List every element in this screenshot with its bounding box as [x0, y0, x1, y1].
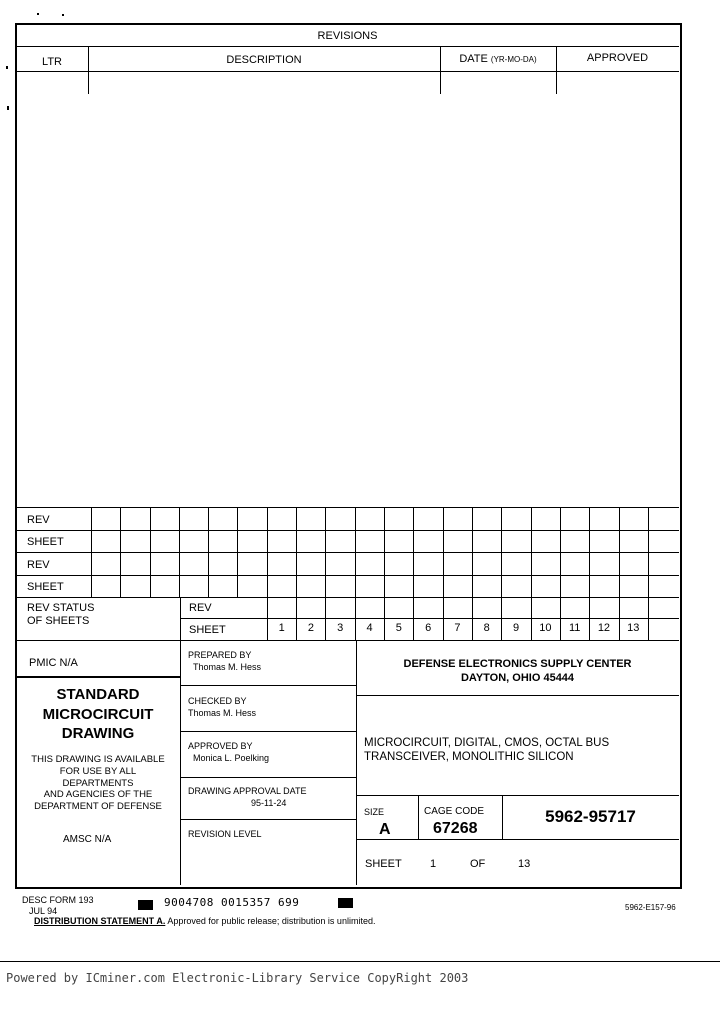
sheet-number: 13: [627, 622, 640, 634]
grid-rule: [384, 508, 385, 598]
col-approved: APPROVED: [586, 52, 649, 64]
sheet-number: 3: [337, 622, 344, 634]
standard-title-2: MICROCIRCUIT: [42, 706, 154, 723]
rule: [180, 618, 679, 619]
grid-rule: [91, 508, 92, 598]
rule: [16, 597, 679, 598]
availability-2: FOR USE BY ALL: [59, 766, 137, 777]
grid-rule: [648, 598, 649, 641]
of-label: OF: [470, 858, 486, 870]
availability-4: AND AGENCIES OF THE: [43, 789, 153, 800]
grid-rule: [267, 508, 268, 598]
availability-1: THIS DRAWING IS AVAILABLE: [31, 754, 165, 765]
approval-date-label: DRAWING APPROVAL DATE: [188, 786, 307, 796]
grid-rule: [296, 508, 297, 598]
grid-rule: [237, 508, 238, 598]
rule: [16, 46, 679, 47]
size-value: A: [379, 821, 391, 838]
drawing-number: 5962-95717: [545, 807, 636, 826]
grid-rule: [179, 508, 180, 598]
rule: [180, 777, 356, 778]
sheet-label: SHEET: [365, 858, 402, 870]
grid-rule: [296, 598, 297, 641]
checked-by-label: CHECKED BY: [188, 696, 247, 706]
grid-rule: [180, 598, 181, 641]
barcode-block-left: [138, 900, 153, 910]
form-date: JUL 94: [29, 906, 58, 916]
barcode-block-right: [338, 898, 353, 908]
sheet-number: 10: [539, 622, 552, 634]
grid-rule: [325, 598, 326, 641]
distribution-statement: [34, 916, 375, 926]
grid-rule: [325, 508, 326, 598]
sheet-number: 8: [483, 622, 490, 634]
rev-status-rev-label: REV: [189, 602, 212, 614]
scan-speck: [7, 106, 9, 110]
grid-rule: [267, 598, 268, 641]
grid-rule: [619, 508, 620, 598]
drawing-title-1: MICROCIRCUIT, DIGITAL, CMOS, OCTAL BUS: [364, 737, 610, 749]
scan-speck: [62, 14, 64, 16]
grid-rule: [355, 598, 356, 641]
grid-rule: [531, 508, 532, 598]
watermark-rule: [0, 961, 720, 962]
revisions-title: REVISIONS: [317, 30, 378, 42]
grid-rule: [501, 508, 502, 598]
grid-rule: [443, 598, 444, 641]
rule: [180, 641, 181, 885]
cage-code-label: CAGE CODE: [424, 806, 485, 817]
revision-level-label: REVISION LEVEL: [188, 829, 262, 839]
grid-rule: [619, 598, 620, 641]
rule: [180, 731, 356, 732]
sheet-number: 9: [512, 622, 520, 634]
rule: [88, 46, 89, 94]
rev-row-1-label: REV: [27, 514, 50, 526]
rule: [180, 685, 356, 686]
size-label: SIZE: [364, 807, 385, 817]
rev-row-2-label: REV: [27, 559, 50, 571]
grid-rule: [589, 598, 590, 641]
rule: [180, 819, 356, 820]
approved-by-name: Monica L. Poelking: [193, 753, 270, 763]
distribution-label: DISTRIBUTION STATEMENT A.: [34, 916, 166, 926]
form-number: DESC FORM 193: [22, 895, 94, 905]
col-description: DESCRIPTION: [226, 54, 302, 66]
barcode-text: 9004708 0015357 699: [164, 896, 300, 909]
grid-rule: [120, 508, 121, 598]
grid-rule: [501, 598, 502, 641]
rule: [16, 552, 679, 553]
document-code: 5962-E157-96: [625, 903, 676, 912]
scan-speck: [6, 66, 8, 69]
grid-rule: [560, 508, 561, 598]
approved-by-label: APPROVED BY: [188, 741, 253, 751]
standard-title-3: DRAWING: [61, 725, 135, 742]
prepared-by-label: PREPARED BY: [188, 650, 252, 660]
availability-5: DEPARTMENT OF DEFENSE: [34, 801, 162, 812]
grid-rule: [560, 598, 561, 641]
watermark: Powered by ICminer.com Electronic-Library Service CopyRight 2003: [6, 971, 469, 985]
approval-date-value: 95-11-24: [251, 798, 287, 808]
prepared-by-name: Thomas M. Hess: [193, 662, 262, 672]
sheet-number: 12: [597, 622, 611, 634]
col-date-format: (YR-MO-DA): [490, 55, 537, 64]
grid-rule: [413, 508, 414, 598]
rev-status-label-1: REV STATUS: [27, 602, 95, 614]
grid-rule: [208, 508, 209, 598]
distribution-text: Approved for public release; distribution is unlimited.: [167, 916, 376, 926]
rule: [16, 507, 679, 508]
rule: [418, 795, 419, 839]
grid-rule: [589, 508, 590, 598]
sheet-row-2-label: SHEET: [27, 581, 64, 593]
scan-speck: [37, 13, 39, 15]
grid-rule: [413, 598, 414, 641]
rule: [16, 71, 679, 72]
sheet-row-1-label: SHEET: [27, 536, 64, 548]
grid-rule: [531, 598, 532, 641]
grid-rule: [355, 508, 356, 598]
sheet-number: 1: [278, 622, 285, 634]
rule: [356, 695, 679, 696]
drawing-title-2: TRANSCEIVER, MONOLITHIC SILICON: [364, 751, 574, 763]
grid-rule: [150, 508, 151, 598]
cage-code-value: 67268: [433, 820, 478, 837]
grid-rule: [648, 508, 649, 598]
grid-rule: [472, 598, 473, 641]
rule: [16, 640, 679, 641]
col-ltr: LTR: [42, 56, 62, 68]
sheet-number: 4: [366, 622, 373, 634]
rule: [356, 795, 679, 796]
col-date: [440, 53, 556, 65]
sheet-number: 6: [425, 622, 432, 634]
agency-line-1: DEFENSE ELECTRONICS SUPPLY CENTER: [403, 658, 632, 670]
rev-status-sheet-label: SHEET: [189, 624, 226, 636]
sheet-value: 1: [430, 858, 437, 870]
rule: [16, 575, 679, 576]
col-date-label: DATE: [459, 53, 488, 65]
grid-rule: [384, 598, 385, 641]
sheet-number: 11: [568, 622, 581, 634]
checked-by-name: Thomas M. Hess: [188, 708, 257, 718]
standard-title-1: STANDARD: [56, 686, 140, 703]
rev-status-label-2: OF SHEETS: [27, 615, 90, 627]
sheet-number: 5: [395, 622, 402, 634]
rule: [16, 530, 679, 531]
availability-3: DEPARTMENTS: [62, 778, 134, 789]
grid-rule: [472, 508, 473, 598]
agency-line-2: DAYTON, OHIO 45444: [460, 672, 575, 684]
rule: [356, 839, 679, 840]
of-value: 13: [518, 858, 531, 870]
rule: [16, 676, 180, 678]
grid-rule: [443, 508, 444, 598]
sheet-number: 7: [454, 622, 461, 634]
pmic-label: PMIC N/A: [29, 657, 78, 669]
sheet-number: 2: [307, 622, 314, 634]
amsc-label: AMSC N/A: [63, 834, 112, 845]
